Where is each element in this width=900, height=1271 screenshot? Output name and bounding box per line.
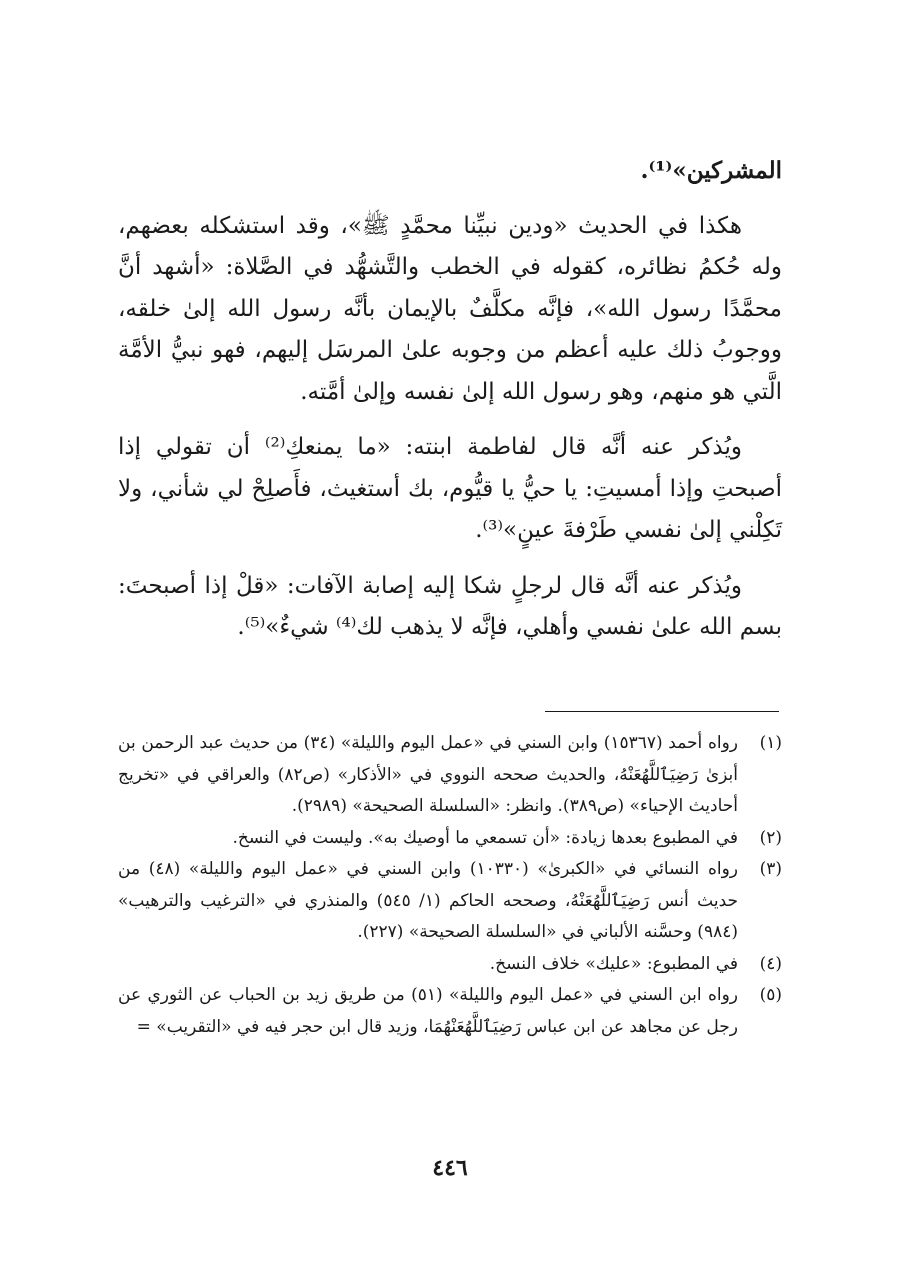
footnote-number: (٣) [759,859,782,879]
footnote-text: رواه أحمد (١٥٣٦٧) وابن السني في «عمل اليوم والليلة» (٣٤) من حديث عبد الرحمن بن أبزىٰ رَضِيَٱللَّهُعَنْهُ، والحديث صححه النووي في «الأذكار» (ص٨٢) والعراقي في «تخريج أحاديث الإحياء» (ص٣٨٩). وانظر: «السلسلة الصحيحة» (٢٩٨٩). [118,733,739,816]
paragraph-fatima-dua: ويُذكر عنه أنَّه قال لفاطمة ابنته: «ما يمنعكِ⁽²⁾ أن تقولي إذا أصبحتِ وإذا أمسيتِ: يا حيُّ يا قيُّوم، بك أستغيث، فأَصلِحْ لي شأني، ولا تَكِلْني إلىٰ نفسي طَرْفةَ عينٍ»⁽³⁾. [118,434,782,543]
footnote [118,823,782,855]
paragraph-afat-dua: ويُذكر عنه أنَّه قال لرجلٍ شكا إليه إصابة الآفات: «قلْ إذا أصبحتَ: بسم الله علىٰ نفسي وأهلي، فإنَّه لا يذهب لك⁽⁴⁾ شيءٌ»⁽⁵⁾. [118,572,782,640]
footnote [118,949,782,981]
footnotes [118,728,782,1043]
footnote [118,854,782,949]
main-text [118,150,782,649]
footnote [118,980,782,1043]
footnote-number: (٤) [759,953,782,974]
footnote-number: (٢) [759,827,782,848]
page-number: ٤٤٦ [432,1155,468,1181]
footnote-number: (٥) [759,985,782,1005]
footnote-text: في المطبوع بعدها زيادة: «أن تسمعي ما أوصيك به». وليست في النسخ. [232,827,738,848]
footnote [118,728,782,823]
paragraph-hadith-commentary: هكذا في الحديث «ودين نبيِّنا محمَّدٍ ﷺ»، وقد استشكله بعضهم، وله حُكمُ نظائره، كقوله في الخطب والتَّشهُّد في الصَّلاة: «أشهد أنَّ محمَّدًا رسول الله»، فإنَّه مكلَّفٌ بالإيمان بأنَّه رسول الله إلىٰ خلقه، ووجوبُ ذلك عليه أعظم من وجوبه علىٰ المرسَل إليهم، فهو نبيُّ الأمَّة الَّتي هو منهم، وهو رسول الله إلىٰ نفسه وإلىٰ أمَّته. [118,212,782,405]
footnote-text: رواه النسائي في «الكبرىٰ» (١٠٣٣٠) وابن السني في «عمل اليوم والليلة» (٤٨) من حديث أنس رَضِيَٱللَّهُعَنْهُ، وصححه الحاكم (١/ ٥٤٥) والمنذري في «الترغيب والترهيب» (٩٨٤) وحسَّنه الألباني في «السلسلة الصحيحة» (٢٢٧). [118,859,738,942]
footnote-separator [545,711,779,712]
paragraph-continuation: المشركين»⁽¹⁾. [640,157,782,184]
footnote-number: (١) [759,733,782,753]
footnote-text: في المطبوع: «عليك» خلاف النسخ. [489,953,738,974]
footnote-text: رواه ابن السني في «عمل اليوم والليلة» (٥١) من طريق زيد بن الحباب عن الثوري عن رجل عن مجاهد عن ابن عباس رَضِيَٱللَّهُعَنْهُمَا، وزيد قال ابن حجر فيه في «التقريب» = [118,985,738,1037]
